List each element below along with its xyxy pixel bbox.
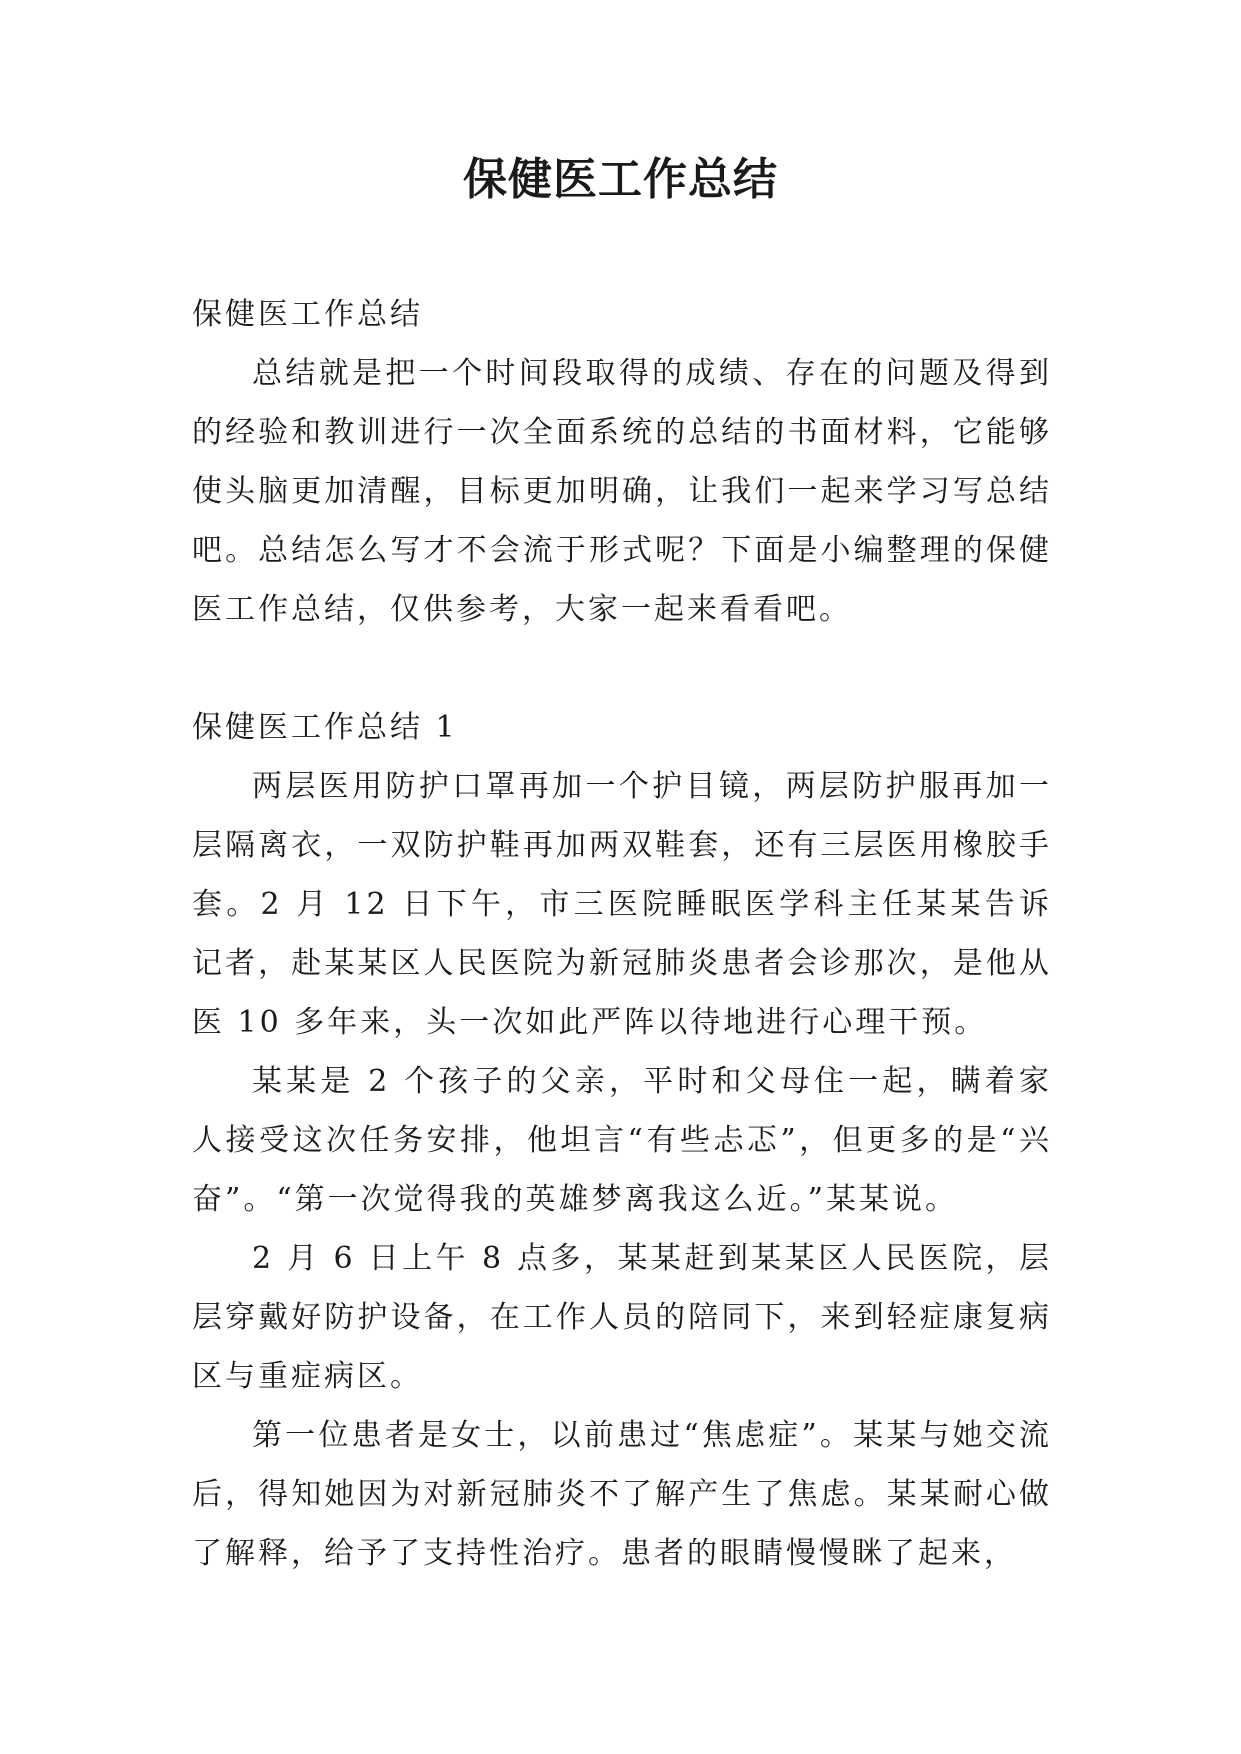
document-title: 保健医工作总结: [463, 154, 778, 205]
section-heading: 保健医工作总结 1: [192, 710, 458, 745]
section-heading: 保健医工作总结: [192, 297, 423, 332]
section-spacer: [192, 639, 1052, 698]
document-body: [192, 285, 1052, 1583]
intro-paragraph: 总结就是把一个时间段取得的成绩、存在的问题及得到的经验和教训进行一次全面系统的总结的书面材料，它能够使头脑更加清醒，目标更加明确，让我们一起来学习写总结吧。总结怎么写才不会流于形式呢？下面是小编整理的保健医工作总结，仅供参考，大家一起来看看吧。: [192, 356, 1052, 627]
body-paragraph: 两层医用防护口罩再加一个护目镜，两层防护服再加一层隔离衣，一双防护鞋再加两双鞋套，还有三层医用橡胶手套。2 月 12 日下午，市三医院睡眠医学科主任某某告诉记者，赴某某区人民医院为新冠肺炎患者会诊那次，是他从医 10 多年来，头一次如此严阵以待地进行心理干预。: [192, 769, 1052, 1040]
body-paragraph: 2 月 6 日上午 8 点多，某某赶到某某区人民医院，层层穿戴好防护设备，在工作人员的陪同下，来到轻症康复病区与重症病区。: [192, 1241, 1052, 1394]
body-paragraph: 某某是 2 个孩子的父亲，平时和父母住一起，瞒着家人接受这次任务安排，他坦言“有些忐忑”，但更多的是“兴奋”。“第一次觉得我的英雄梦离我这么近。”某某说。: [192, 1064, 1052, 1217]
body-paragraph: 第一位患者是女士，以前患过“焦虑症”。某某与她交流后，得知她因为对新冠肺炎不了解产生了焦虑。某某耐心做了解释，给予了支持性治疗。患者的眼睛慢慢眯了起来，: [192, 1418, 1052, 1571]
